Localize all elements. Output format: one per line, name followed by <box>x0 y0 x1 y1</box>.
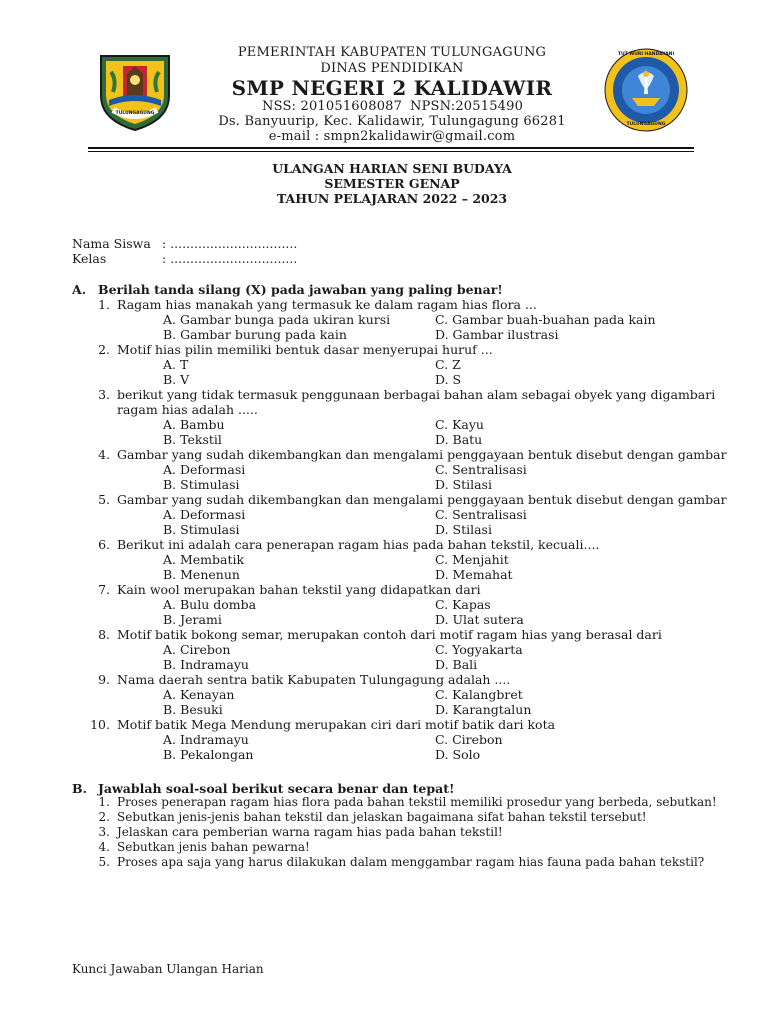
question-number: 7. <box>98 582 110 597</box>
option-d[interactable]: D. Stilasi <box>435 477 492 492</box>
exam-year: TAHUN PELAJARAN 2022 – 2023 <box>276 191 508 206</box>
option-a[interactable]: A. Deformasi <box>163 462 246 477</box>
option-b[interactable]: B. Stimulasi <box>163 522 240 537</box>
question-text: Ragam hias manakah yang termasuk ke dalam ragam hias flora ... <box>117 297 537 312</box>
option-c[interactable]: C. Z <box>435 357 461 372</box>
essay-question-number: 3. <box>98 825 110 839</box>
option-a[interactable]: A. Kenayan <box>163 687 235 702</box>
right-logo-caption-top: TUT WURI HANDAYANI <box>617 52 675 57</box>
essay-question-number: 2. <box>98 810 110 824</box>
question-text: Gambar yang sudah dikembangkan dan mengalami penggayaan bentuk disebut dengan gambar <box>117 447 727 462</box>
option-b[interactable]: B. Menenun <box>163 567 240 582</box>
question-text-continued: ragam hias adalah ..... <box>117 402 258 417</box>
option-b[interactable]: B. Tekstil <box>163 432 222 447</box>
option-b[interactable]: B. Pekalongan <box>163 747 254 762</box>
option-d[interactable]: D. S <box>435 372 462 387</box>
essay-question-number: 1. <box>98 795 110 809</box>
school-npsn: NPSN:20515490 <box>410 99 524 114</box>
essay-question-text: Sebutkan jenis-jenis bahan tekstil dan jelaskan bagaimana sifat bahan tekstil tersebut! <box>117 810 647 824</box>
option-b[interactable]: B. Stimulasi <box>163 477 240 492</box>
question-text: Motif hias pilin memiliki bentuk dasar menyerupai huruf ... <box>117 342 493 357</box>
option-c[interactable]: C. Kapas <box>435 597 491 612</box>
question-text: Gambar yang sudah dikembangkan dan mengalami penggayaan bentuk disebut dengan gambar <box>117 492 727 507</box>
question-text: berikut yang tidak termasuk penggunaan berbagai bahan alam sebagai obyek yang digambari <box>117 387 716 402</box>
option-d[interactable]: D. Batu <box>435 432 483 447</box>
option-c[interactable]: C. Sentralisasi <box>435 507 527 522</box>
tut-wuri-handayani-logo <box>602 46 690 134</box>
essay-question-text: Sebutkan jenis bahan pewarna! <box>117 840 310 854</box>
option-d[interactable]: D. Stilasi <box>435 522 492 537</box>
question-number: 9. <box>98 672 110 687</box>
option-c[interactable]: C. Menjahit <box>435 552 509 567</box>
question-number: 5. <box>98 492 110 507</box>
option-b[interactable]: B. V <box>163 372 190 387</box>
option-a[interactable]: A. Gambar bunga pada ukiran kursi <box>163 312 391 327</box>
option-d[interactable]: D. Solo <box>435 747 481 762</box>
student-name-label: Nama Siswa <box>72 236 151 251</box>
header-divider-thick <box>88 147 694 149</box>
option-c[interactable]: C. Kalangbret <box>435 687 523 702</box>
header-government: PEMERINTAH KABUPATEN TULUNGAGUNG <box>237 45 547 60</box>
exam-semester: SEMESTER GENAP <box>324 176 460 191</box>
essay-question-number: 4. <box>98 840 110 854</box>
option-c[interactable]: C. Kayu <box>435 417 484 432</box>
option-a[interactable]: A. Bulu domba <box>163 597 257 612</box>
question-number: 2. <box>98 342 110 357</box>
question-text: Nama daerah sentra batik Kabupaten Tulungagung adalah .... <box>117 672 511 687</box>
question-number: 8. <box>98 627 110 642</box>
option-d[interactable]: D. Memahat <box>435 567 513 582</box>
option-b[interactable]: B. Jerami <box>163 612 222 627</box>
option-a[interactable]: A. Bambu <box>163 417 225 432</box>
essay-question-text: Proses penerapan ragam hias flora pada bahan tekstil memiliki prosedur yang berbeda, sebutkan! <box>117 795 717 809</box>
section-a-instruction: Berilah tanda silang (X) pada jawaban yang paling benar! <box>98 282 503 297</box>
question-number: 10. <box>90 717 110 732</box>
school-nss: NSS: 201051608087 <box>262 99 403 114</box>
section-b-label: B. <box>72 781 87 796</box>
option-b[interactable]: B. Indramayu <box>163 657 249 672</box>
question-number: 6. <box>98 537 110 552</box>
question-text: Kain wool merupakan bahan tekstil yang didapatkan dari <box>117 582 481 597</box>
option-c[interactable]: C. Yogyakarta <box>435 642 523 657</box>
right-logo-caption-bottom: TULUNGAGUNG <box>626 122 666 127</box>
option-c[interactable]: C. Gambar buah-buahan pada kain <box>435 312 656 327</box>
option-a[interactable]: A. Membatik <box>163 552 245 567</box>
essay-question-text: Proses apa saja yang harus dilakukan dalam menggambar ragam hias fauna pada bahan tekstil? <box>117 855 705 869</box>
option-a[interactable]: A. Indramayu <box>163 732 249 747</box>
option-d[interactable]: D. Ulat sutera <box>435 612 524 627</box>
school-email: e-mail : smpn2kalidawir@gmail.com <box>268 129 516 144</box>
student-class-label: Kelas <box>72 251 107 266</box>
student-name-field[interactable]: : ................................ <box>162 236 298 251</box>
left-logo-caption: TULUNGAGUNG <box>115 111 155 116</box>
option-d[interactable]: D. Gambar ilustrasi <box>435 327 559 342</box>
section-b-instruction: Jawablah soal-soal berikut secara benar dan tepat! <box>98 781 455 796</box>
option-b[interactable]: B. Gambar burung pada kain <box>163 327 347 342</box>
answer-key-heading: Kunci Jawaban Ulangan Harian <box>72 962 264 976</box>
exam-title: ULANGAN HARIAN SENI BUDAYA <box>272 161 512 176</box>
header-department: DINAS PENDIDIKAN <box>320 61 464 76</box>
student-class-field[interactable]: : ................................ <box>162 251 298 266</box>
tulungagung-emblem-logo <box>93 50 177 134</box>
option-d[interactable]: D. Karangtalun <box>435 702 532 717</box>
header-divider-thin <box>88 151 694 152</box>
question-number: 3. <box>98 387 110 402</box>
section-a-label: A. <box>72 282 87 297</box>
option-c[interactable]: C. Sentralisasi <box>435 462 527 477</box>
question-text: Berikut ini adalah cara penerapan ragam hias pada bahan tekstil, kecuali.... <box>117 537 600 552</box>
question-number: 1. <box>98 297 110 312</box>
question-text: Motif batik bokong semar, merupakan contoh dari motif ragam hias yang berasal dari <box>117 627 662 642</box>
question-number: 4. <box>98 447 110 462</box>
essay-question-number: 5. <box>98 855 110 869</box>
option-a[interactable]: A. Deformasi <box>163 507 246 522</box>
option-a[interactable]: A. Cirebon <box>163 642 231 657</box>
school-name: SMP NEGERI 2 KALIDAWIR <box>231 76 553 100</box>
question-text: Motif batik Mega Mendung merupakan ciri dari motif batik dari kota <box>117 717 556 732</box>
essay-question-text: Jelaskan cara pemberian warna ragam hias pada bahan tekstil! <box>117 825 503 839</box>
option-c[interactable]: C. Cirebon <box>435 732 503 747</box>
school-address: Ds. Banyuurip, Kec. Kalidawir, Tulungagung 66281 <box>218 114 566 129</box>
option-d[interactable]: D. Bali <box>435 657 478 672</box>
option-a[interactable]: A. T <box>163 357 189 372</box>
option-b[interactable]: B. Besuki <box>163 702 223 717</box>
